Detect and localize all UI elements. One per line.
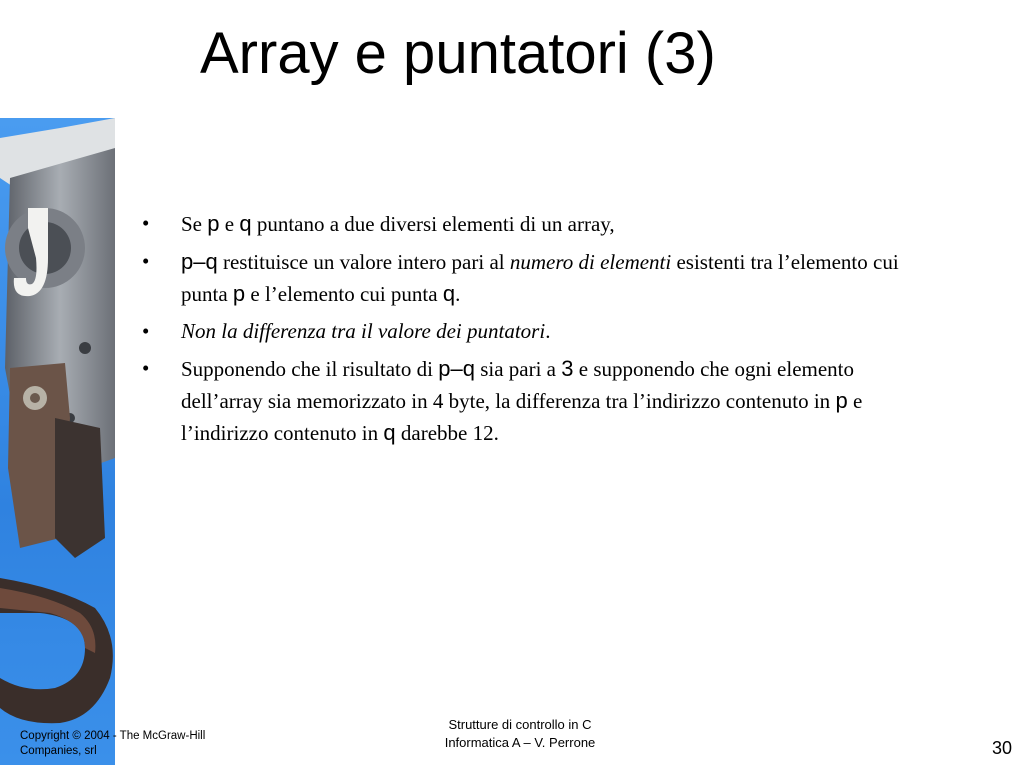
bullet-text-segment: e l’indirizzo contenuto in	[181, 389, 863, 445]
crane-hook-image	[0, 118, 115, 765]
bullet-text-segment: .	[455, 282, 461, 306]
bullet-marker: •	[142, 319, 150, 343]
bullet-marker: •	[142, 249, 150, 273]
bullet-text-segment: q	[239, 211, 252, 236]
course-title: Strutture di controllo in C	[448, 717, 592, 732]
bullet-item	[142, 246, 922, 310]
bullet-text-segment: sia pari a	[474, 357, 562, 381]
bullet-text-segment: Supponendo che il risultato di	[181, 357, 439, 381]
bullet-text-segment: p	[232, 281, 246, 306]
bullet-text-segment: p	[207, 211, 220, 236]
bullet-text-segment: restituisce un valore intero pari al	[217, 250, 510, 274]
bullet-text-segment: e l’elemento cui punta	[245, 282, 443, 306]
bullet-text-segment: e supponendo che ogni elemento dell’array sia memorizzato in 4 byte, la differenza tra l’indirizzo contenuto in	[181, 357, 855, 413]
bullet-text-segment: e	[219, 212, 240, 236]
course-author: Informatica A – V. Perrone	[444, 735, 596, 750]
bullet-text-segment: .	[545, 319, 551, 343]
bullet-text-segment: Non la differenza tra il valore dei puntatori	[181, 319, 546, 343]
copyright-line-1: Copyright © 2004 - The McGraw-Hill	[20, 730, 206, 742]
bullet-text-segment: p–q	[438, 356, 475, 381]
copyright-line-2: Companies, srl	[20, 745, 97, 757]
bullet-text-segment: puntano a due diversi elementi di un array,	[251, 212, 615, 236]
bullet-text-segment: esistenti tra l’elemento cui punta	[181, 250, 899, 306]
bullet-text-segment: 3	[561, 356, 574, 381]
page-number: 30	[991, 738, 1012, 758]
bullet-marker: •	[142, 356, 150, 380]
bullet-text-segment: p–q	[181, 249, 218, 274]
bullet-text-segment: p	[835, 388, 848, 413]
bullet-item	[142, 353, 922, 449]
bullet-list	[142, 208, 922, 455]
bullet-text-segment: numero di elementi	[509, 250, 672, 274]
bullet-text-segment: darebbe 12.	[395, 421, 499, 445]
bullet-text-segment: q	[383, 420, 396, 445]
bullet-text-segment: q	[442, 281, 456, 306]
bullet-marker: •	[142, 211, 150, 235]
copyright-notice	[20, 729, 250, 759]
course-footer	[400, 716, 640, 752]
slide-title: Array e puntatori (3)	[200, 21, 716, 86]
bullet-item	[142, 208, 922, 240]
bullet-item	[142, 316, 922, 347]
bullet-text-segment: Se	[181, 212, 208, 236]
